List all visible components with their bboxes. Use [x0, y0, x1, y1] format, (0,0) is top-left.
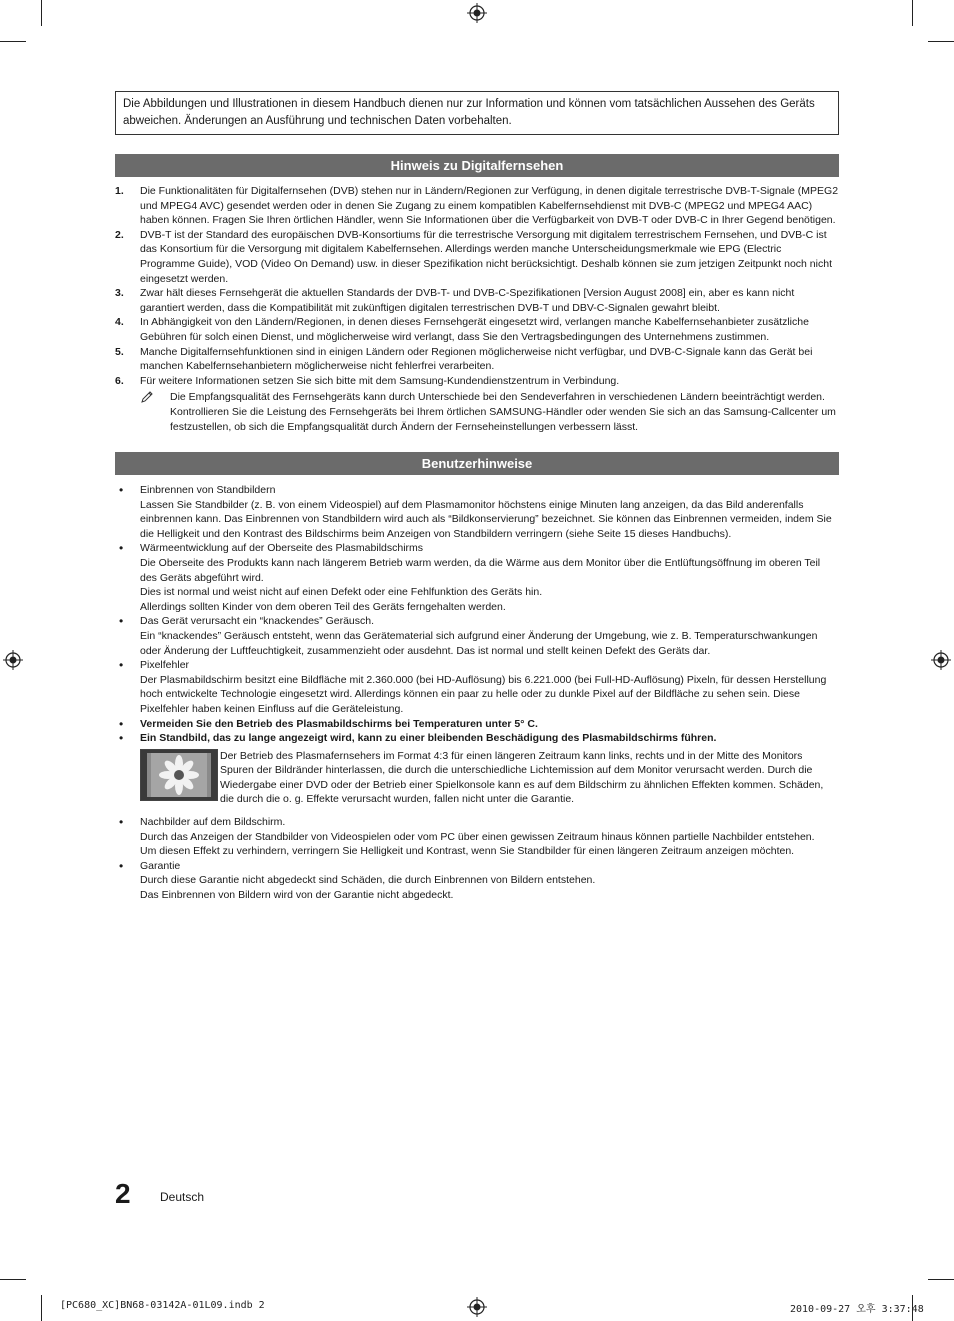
section-header-digital-tv: Hinweis zu Digitalfernsehen — [115, 154, 839, 177]
crop-mark — [0, 1279, 26, 1280]
item-text: DVB-T ist der Standard des europäischen DVB-Konsortiums für die terrestrische Versorgung mit digitalem terrestrischem Fernsehen, und DVB-C ist das Konsortium für die Versorgung mit digitalem Kabelfernsehen. Allerdings werden manche Unterscheidungsmerkmale wie EPG (Electric Programme Guide), VOD (Video On Demand) usw. in dieser Spezifikation nicht berücksichtigt. Deshalb können sie zum jetzigen Zeitpunkt noch nicht eingesetzt werden. — [140, 228, 832, 285]
item-text: Die Oberseite des Produkts kann nach längerem Betrieb warm werden, da die Wärme aus dem Monitor über die Entlüftungsöffnung im oberen Teil des Geräts abgeführt wird. — [140, 556, 821, 584]
bullet: • — [119, 716, 124, 731]
item-title: Vermeiden Sie den Betrieb des Plasmabildschirms bei Temperaturen unter 5° C. — [140, 717, 538, 730]
list-item — [115, 815, 839, 859]
item-text: Das Einbrennen von Bildern wird von der Garantie nicht abgedeckt. — [140, 889, 454, 902]
bullet: • — [119, 731, 124, 746]
item-number: 4. — [115, 316, 124, 329]
item-number: 1. — [115, 185, 124, 197]
note — [115, 390, 839, 434]
digital-tv-list — [115, 184, 839, 434]
registration-mark-icon — [467, 3, 487, 23]
crop-mark — [41, 0, 42, 26]
list-item — [115, 286, 839, 315]
disclaimer-box: Die Abbildungen und Illustrationen in diesem Handbuch dienen nur zur Information und können vom tatsächlichen Aussehen des Geräts abweichen. Änderungen an Ausführung und technischen Daten vorbehalten. — [115, 91, 839, 135]
item-text: Manche Digitalfernsehfunktionen sind in einigen Ländern oder Regionen möglicherweise nicht verfügbar, und DVB-C-Signale kann das Gerät bei manchen Kabelfernsehanbietern möglicherweise nicht fehlerfrei verarbeiten. — [140, 345, 813, 373]
item-text: Durch das Anzeigen der Standbilder von Videospielen oder vom PC über einen gewissen Zeitraum hinaus können partielle Nachbilder entstehen. — [140, 830, 815, 843]
section-header-user-notes: Benutzerhinweise — [115, 452, 839, 475]
item-text: In Abhängigkeit von den Ländern/Regionen, in denen dieses Fernsehgerät eingesetzt wird, verlangen manche Kabelfernsehanbieter zusätzliche Gebühren für solch einen Dienst, und möglicherweise wird verlangt, dass Sie den Vertragsbedingungen des Unternehmens zustimmen. — [140, 316, 809, 343]
item-text: Ein “knackendes” Geräusch entsteht, wenn das Gerätematerial sich aufgrund einer Änderung der Umgebung, wie z. B. Temperaturschwankungen oder Änderung der Luftfeuchtigkeit, zusammenzieht oder ausdehnt. Das ist normal und stellt keinen Defekt des Geräts dar. — [140, 629, 818, 657]
item-number: 6. — [115, 374, 124, 387]
item-title: Einbrennen von Standbildern — [140, 484, 276, 496]
list-item — [115, 315, 839, 344]
item-title: Das Gerät verursacht ein “knackendes” Geräusch. — [140, 615, 375, 628]
item-title: Pixelfehler — [140, 659, 190, 672]
list-item — [115, 345, 839, 374]
registration-mark-icon — [931, 650, 951, 670]
item-title: Wärmeentwicklung auf der Oberseite des Plasmabildschirms — [140, 542, 424, 555]
flower-screen-image — [140, 749, 218, 801]
bullet: • — [119, 858, 124, 873]
crop-mark — [0, 41, 26, 42]
crop-mark — [928, 41, 954, 42]
print-timestamp: 2010-09-27 오후 3:37:48 — [790, 1304, 924, 1315]
list-item — [115, 541, 839, 614]
item-number: 3. — [115, 287, 124, 300]
crop-mark — [912, 0, 913, 26]
illustration-caption: Der Betrieb des Plasmafernsehers im Format 4:3 für einen längeren Zeitraum kann links, rechts und in der Mitte des Monitors Spuren der Bildränder hinterlassen, die durch die unterschiedliche Lichtemission auf dem Monitor verursacht werden. Durch die Wiedergabe einer DVD oder der Betrieb einer Spielkonsole kann es auf dem Bildschirm zu ähnlichen Effekten kommen. Schäden, die durch die o. g. Effekte verursacht wurden, fallen nicht unter die Garantie. — [220, 749, 824, 806]
list-item — [115, 184, 839, 228]
user-notes-list — [115, 483, 839, 903]
registration-mark-icon — [3, 650, 23, 670]
item-text: Der Plasmabildschirm besitzt eine Bildfläche mit 2.360.000 (bei HD-Auflösung) bis 6.221.000 (bei Full-HD-Auflösung) Pixeln, für dessen Herstellung hoch entwickelte Technologie eingesetzt wird. Allerdings können ein paar zu helle oder zu dunkle Pixel auf der Bildfläche zu sehen sein. Diese Pixelfehler haben keinen Einfluss auf die Geräteleistung. — [140, 673, 827, 715]
note-text: Die Empfangsqualität des Fernsehgeräts kann durch Unterschiede bei den Sendeverfahren in verschiedenen Ländern beeinträchtigt werden. Kontrollieren Sie die Leistung des Fernsehgeräts bei Ihrem örtlichen SAMSUNG-Händler oder wenden Sie sich an das Samsung-Callcenter um festzustellen, ob sich die Empfangsqualität durch Ändern der Fernseheinstellungen verbessern lässt. — [170, 391, 836, 433]
item-title: Nachbilder auf dem Bildschirm. — [140, 816, 286, 829]
bullet: • — [119, 614, 124, 629]
crop-mark — [928, 1279, 954, 1280]
item-text: Lassen Sie Standbilder (z. B. von einem Videospiel) auf dem Plasmamonitor höchstens einige Minuten lang anzeigen, da das Bild anderenfalls einbrennen kann. Das Einbrennen von Standbildern wird auch als “Bildkonservierung” bezeichnet. Sie können das Einbrennen vermeiden, indem Sie die Helligkeit und den Kontrast des Bildschirms beim Anzeigen von Standbildern verringern (siehe Seite 15 dieses Handbuchs). — [140, 498, 832, 540]
bullet: • — [119, 658, 124, 673]
list-item — [115, 717, 839, 732]
item-text: Um diesen Effekt zu verhindern, verringern Sie Helligkeit und Kontrast, wenn Sie Standbilder für einen längeren Zeitraum anzeigen möchten. — [140, 845, 795, 858]
item-title: Ein Standbild, das zu lange angezeigt wird, kann zu einer bleibenden Beschädigung des Plasmabildschirms führen. — [140, 732, 717, 745]
print-file-info: [PC680_XC]BN68-03142A-01L09.indb 2 — [60, 1300, 265, 1311]
list-item — [115, 374, 839, 389]
item-text: Allerdings sollten Kinder von dem oberen Teil des Geräts ferngehalten werden. — [140, 600, 506, 613]
item-text: Durch diese Garantie nicht abgedeckt sind Schäden, die durch Einbrennen von Bildern entstehen. — [140, 874, 596, 887]
item-text: Dies ist normal und weist nicht auf einen Defekt oder eine Fehlfunktion des Geräts hin. — [140, 586, 543, 599]
item-text: Zwar hält dieses Fernsehgerät die aktuellen Standards der DVB-T- und DVB-C-Spezifikationen [Version August 2008] ein, aber es kann nicht garantiert werden, dass die Kompatibilität mit zukünftigen digitalen terrestrischen DVB-T und DBV-C-Signalen gewahrt bleibt. — [140, 287, 795, 314]
item-number: 2. — [115, 228, 124, 241]
pencil-note-icon — [115, 390, 170, 434]
item-title: Garantie — [140, 859, 181, 872]
burn-in-illustration-row — [140, 749, 839, 807]
language-label: Deutsch — [160, 1190, 205, 1204]
item-text: Die Funktionalitäten für Digitalfernsehen (DVB) stehen nur in Ländern/Regionen zur Verfügung, in denen digitale terrestrische DVB-T-Signale (MPEG2 und MPEG4 AVC) gesendet werden oder in denen Sie Zugang zu einem kompatiblen Kabelfernsehdienst mit DVB-C (MPEG2 und MPEG4 AAC) haben können. Fragen Sie Ihren örtlichen Händler, wenn Sie Informationen über die Verfügbarkeit von DVB-T oder DVB-C in Ihrer Gegend benötigen. — [140, 185, 839, 227]
list-item — [115, 228, 839, 286]
list-item — [115, 658, 839, 716]
registration-mark-icon — [467, 1297, 487, 1317]
bullet: • — [119, 815, 124, 830]
list-item — [115, 731, 839, 746]
crop-mark — [41, 1295, 42, 1321]
list-item — [115, 614, 839, 658]
item-number: 5. — [115, 345, 124, 358]
list-item — [115, 859, 839, 903]
bullet: • — [119, 483, 124, 497]
page-number: 2 — [115, 1178, 131, 1209]
bullet: • — [119, 541, 124, 556]
item-text: Für weitere Informationen setzen Sie sich bitte mit dem Samsung-Kundendienstzentrum in Verbindung. — [140, 374, 620, 387]
list-item — [115, 483, 839, 541]
